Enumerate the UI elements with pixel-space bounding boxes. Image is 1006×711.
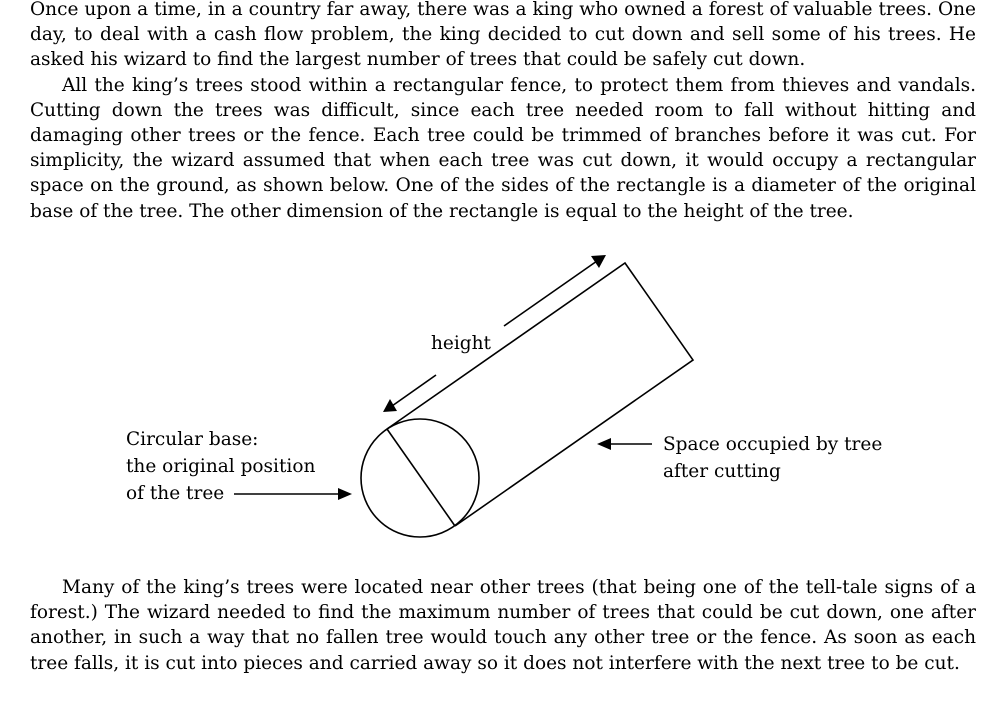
tree-base-circle [361,419,479,537]
base-diameter-line [387,429,455,526]
height-arrow-lower-line [392,375,436,406]
base-arrowhead [338,488,352,500]
base-label-line-1: Circular base: [126,429,259,450]
height-arrow-upper-line [504,261,597,326]
paragraph-wizard-task: Many of the king’s trees were located near other trees (that being one of the tell-tale signs of a forest.) The wizard needed to find the maximum number of trees that could be cut down, one after another, in such a way that no fallen tree would touch any other tree or the fence. As soon as each tree falls, it is cut into pieces and carried away so it does not interfere with the next tree to be cut. [30,577,976,674]
tree-fall-diagram [0,240,1006,550]
paragraph-intro: Once upon a time, in a country far away, there was a king who owned a forest of valuable trees. One day, to deal with a cash flow problem, the king decided to cut down and sell some of his trees. He asked his wizard to find the largest number of trees that could be safely cut down. [30,0,976,71]
base-label-line-3: of the tree [126,483,225,504]
height-arrowhead-up [591,255,606,268]
paragraph-fence: All the king’s trees stood within a rectangular fence, to protect them from thieves and vandals. Cutting down the trees was difficult, since each tree needed room to fall without hitting and damaging other trees or the fence. Each tree could be trimmed of branches before it was cut. For simplicity, the wizard assumed that when each tree was cut down, it would occupy a rectangular space on the ground, as shown below. One of the sides of the rectangle is a diameter of the original base of the tree. The other dimension of the rectangle is equal to the height of the tree. [30,74,976,222]
space-label-line-2: after cutting [663,461,781,482]
space-arrowhead [597,438,611,450]
space-label-line-1: Space occupied by tree [663,434,883,455]
height-label: height [431,333,491,354]
fallen-tree-rectangle [387,263,693,526]
base-label-line-2: the original position [126,456,316,477]
height-arrowhead-down [383,399,397,412]
